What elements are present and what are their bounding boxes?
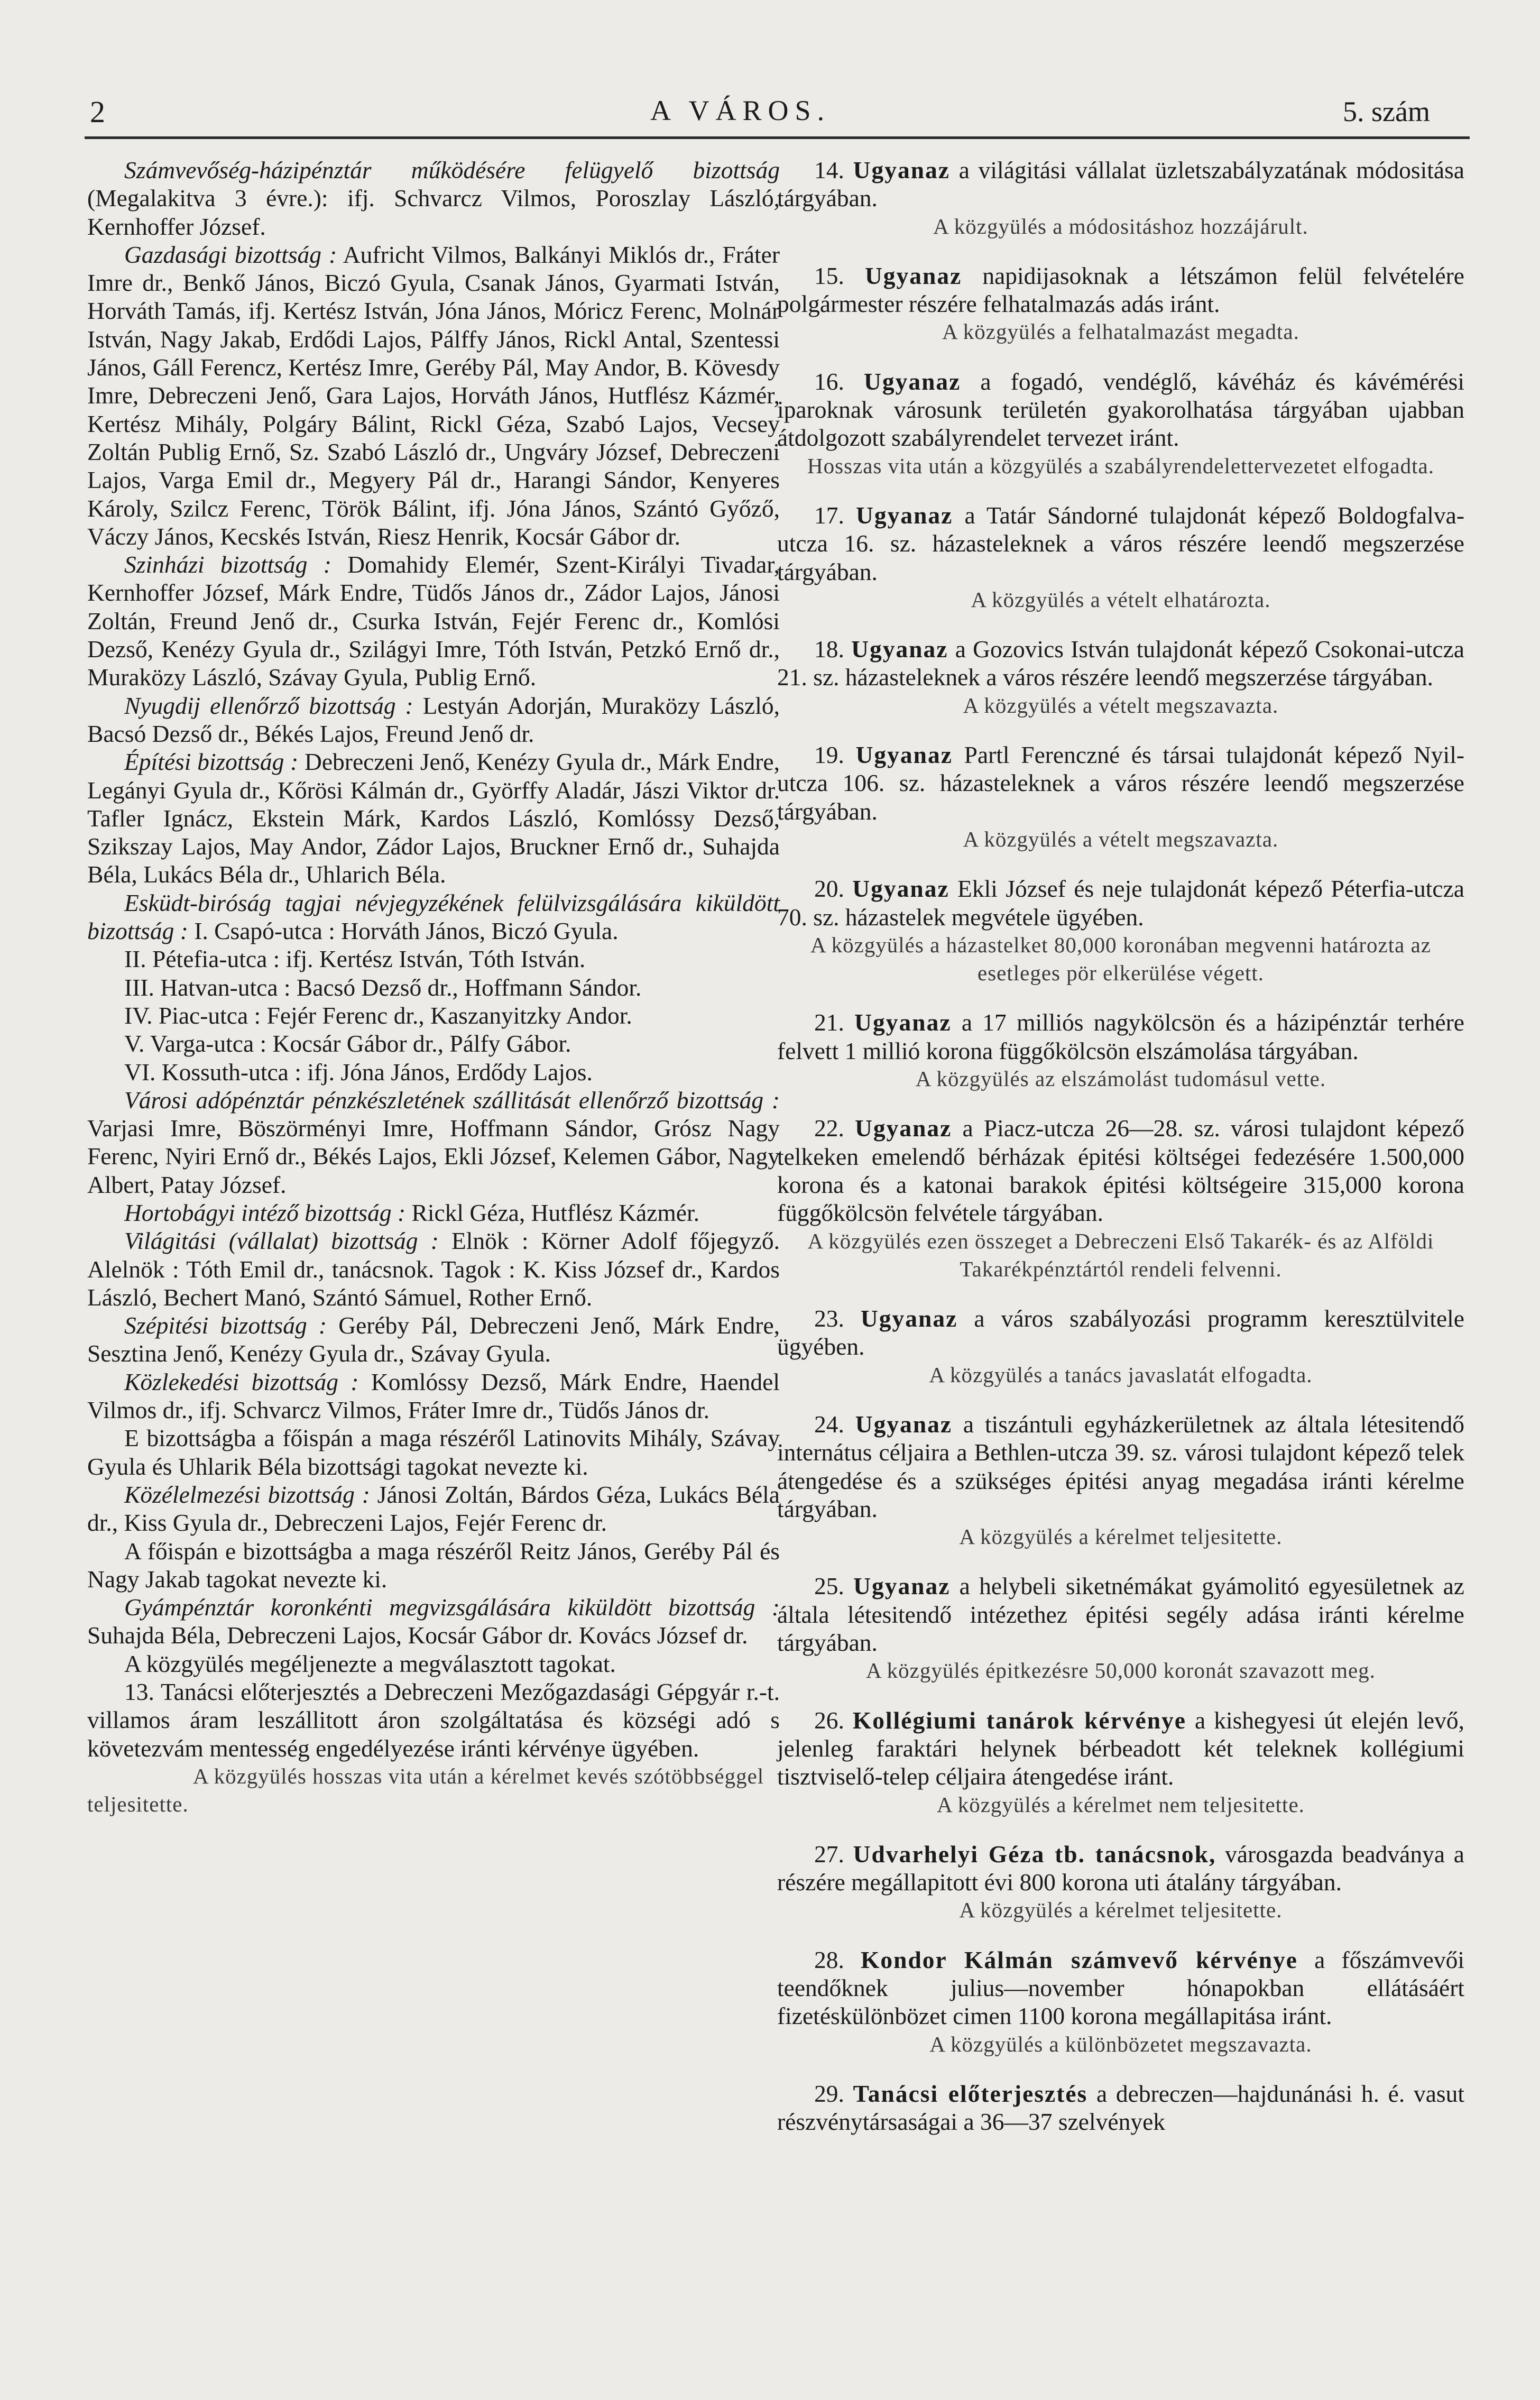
committee-name: Nyugdij ellenőrző bizottság : xyxy=(124,692,413,719)
agenda-text: a Piacz-utcza 26—28. sz. városi tulajdont képező telkeken emelendő bérházak épitési költségei fedezésére 1.500,000 korona és a katonai barakok épitési költségeire 315,000 korona függőkölcsön felvétele tárgyában. xyxy=(777,1115,1464,1227)
agenda-number: 19. xyxy=(814,741,844,769)
left-paragraph xyxy=(87,1537,780,1594)
resolution: A közgyülés a kérelmet nem teljesitette. xyxy=(937,1792,1305,1817)
agenda-item xyxy=(777,1008,1464,1065)
agenda-text: a debreczen—hajdunánási h. é. vasut részvénytársaságai a 36—37 szelvények xyxy=(777,2080,1464,2136)
left-paragraph xyxy=(87,1001,780,1029)
page-header xyxy=(0,0,1540,148)
agenda-item xyxy=(777,367,1464,452)
page-number: 2 xyxy=(90,95,105,129)
agenda-heading: Ugyanaz xyxy=(854,1009,952,1036)
left-paragraph xyxy=(87,748,780,888)
committee-name: Gyámpénztár koronkénti megvizsgálására kiküldött bizottság : xyxy=(124,1594,780,1621)
agenda-text: a tiszántuli egyházkerületnek az általa létesitendő internátus céljaira a Bethlen-utcza 39. sz. városi tulajdont képező telek átengedése és a szükséges épitési anyag megadása iránti kérelme tárgyában. xyxy=(777,1410,1464,1522)
paragraph-text: Varjasi Imre, Böszörményi Imre, Hoffmann Sándor, Grósz Nagy Ferenc, Nyiri Ernő dr., Békés Lajos, Ekli József, Kelemen Gábor, Nagy Albert, Patay József. xyxy=(87,1115,780,1198)
committee-name: Hortobágyi intéző bizottság : xyxy=(124,1199,406,1226)
agenda-text: a főszámvevői teendőknek julius—november hónapokban ellátásáért fizetéskülönbözet cimen 1100 korona megállapitása iránt. xyxy=(777,1946,1464,2030)
committee-name: Építési bizottság : xyxy=(124,748,299,776)
agenda-number: 20. xyxy=(814,875,844,903)
paragraph-text: I. Csapó-utca : Horváth János, Biczó Gyula. xyxy=(188,917,619,945)
committee-name: Esküdt-biróság tagjai névjegyzékének felülvizsgálására kiküldött bizottság : xyxy=(87,889,780,945)
right-column xyxy=(777,156,1464,2136)
committee-name: Szinházi bizottság : xyxy=(124,551,331,578)
left-paragraph xyxy=(87,1481,780,1537)
agenda-heading: Ugyanaz xyxy=(853,1573,951,1600)
resolution: A közgyülés a vételt elhatározta. xyxy=(971,587,1271,612)
resolution: A közgyülés a vételt megszavazta. xyxy=(963,693,1279,718)
left-paragraph xyxy=(87,973,780,1001)
agenda-number: 23. xyxy=(814,1305,844,1332)
agenda-text: a világitási vállalat üzletszabályzatának módositása tárgyában. xyxy=(777,157,1465,212)
resolution: A közgyülés a különbözetet megszavazta. xyxy=(929,2031,1312,2056)
agenda-item xyxy=(777,262,1464,318)
left-paragraph xyxy=(87,1199,780,1227)
left-paragraph xyxy=(87,1678,780,1762)
agenda-heading: Ugyanaz xyxy=(855,1115,952,1142)
header-rule xyxy=(85,136,1470,139)
paragraph-text: Geréby Pál, Debreczeni Jenő, Márk Endre, Sesztina Jenő, Kenézy Gyula dr., Szávay Gyula. xyxy=(87,1312,780,1367)
left-paragraph xyxy=(87,1086,780,1199)
agenda-item xyxy=(777,1840,1464,1897)
agenda-text: a Gozovics István tulajdonát képező Csokonai-utcza 21. sz. házasteleknek a város részére leendő megszerzése tárgyában. xyxy=(777,636,1464,691)
committee-name: Gazdasági bizottság : xyxy=(124,241,337,268)
left-paragraph xyxy=(87,1424,780,1481)
agenda-heading: Tanácsi előterjesztés xyxy=(853,2080,1088,2107)
agenda-number: 14. xyxy=(814,157,844,183)
left-paragraph xyxy=(87,156,780,241)
resolution: A közgyülés a kérelmet teljesitette. xyxy=(959,1898,1283,1923)
agenda-heading: Ugyanaz xyxy=(852,875,949,903)
resolution: Hosszas vita után a közgyülés a szabályrendelettervezetet elfogadta. xyxy=(807,453,1434,478)
paragraph-text: VI. Kossuth-utca : ifj. Jóna János, Erdődy Lajos. xyxy=(124,1058,593,1086)
paragraph-text: A közgyülés megéljenezte a megválasztott tagokat. xyxy=(124,1650,616,1677)
agenda-text: Ekli József és neje tulajdonát képező Péterfia-utcza 70. sz. házastelek megvétele ügyében. xyxy=(777,875,1464,931)
agenda-number: 17. xyxy=(814,501,844,529)
left-paragraph xyxy=(87,1058,780,1086)
paragraph-text: Suhajda Béla, Debreczeni Lajos, Kocsár Gábor dr. Kovács József dr. xyxy=(87,1622,748,1649)
agenda-item xyxy=(777,1410,1464,1523)
committee-name: Számvevőség-házipénztár működésére felügyelő bizottság xyxy=(124,157,780,183)
paragraph-text: Komlóssy Dezső, Márk Endre, Haendel Vilmos dr., ifj. Schvarcz Vilmos, Fráter Imre dr., Tüdős János dr. xyxy=(87,1368,780,1424)
agenda-number: 27. xyxy=(814,1840,844,1868)
agenda-heading: Ugyanaz xyxy=(860,1305,958,1332)
agenda-item xyxy=(777,501,1464,586)
agenda-number: 29. xyxy=(814,2080,844,2107)
agenda-item xyxy=(777,741,1464,825)
paragraph-text: Elnök : Körner Adolf főjegyző. Alelnök : Tóth Emil dr., tanácsnok. Tagok : K. Kiss József dr., Kardos László, Bechert Manó, Szántó Sámuel, Rother Ernő. xyxy=(87,1227,780,1311)
agenda-item xyxy=(777,2080,1464,2136)
resolution: A közgyülés a felhatalmazást megadta. xyxy=(942,319,1299,344)
resolution: A közgyülés az elszámolást tudomásul vette. xyxy=(915,1066,1326,1091)
left-paragraph xyxy=(87,1029,780,1058)
left-paragraph xyxy=(87,945,780,973)
agenda-heading: Ugyanaz xyxy=(855,1410,953,1438)
agenda-heading: Ugyanaz xyxy=(863,367,961,395)
paragraph-text: Debreczeni Jenő, Kenézy Gyula dr., Márk Endre, Legányi Gyula dr., Kőrösi Kálmán dr., Györffy Aladár, Jászi Viktor dr. Tafler Ignácz, Ekstein Márk, Kardos László, Komlóssy Dezső, Szikszay Lajos, May Andor, Zádor Lajos, Bruckner Ernő dr., Suhajda Béla, Lukács Béla dr., Uhlarich Béla. xyxy=(87,748,780,888)
paragraph-text: Aufricht Vilmos, Balkányi Miklós dr., Fráter Imre dr., Benkő János, Biczó Gyula, Csanak János, Gyarmati István, Horváth Tamás, ifj. Kertész István, Jóna János, Móricz Ferenc, Molnár István, Nagy Jakab, Erdődi Lajos, Pálffy János, Rickl Antal, Szentessi János, Gáll Ferencz, Kertész Imre, Geréby Pál, May Andor, B. Kövesdy Imre, Debreczeni Jenő, Gara Lajos, Horváth János, Hutflész Kázmér, Kertész Mihály, Polgáry Bálint, Rickl Géza, Szabó Lajos, Vecsey Zoltán Publig Ernő, Sz. Szabó László dr., Ungváry József, Debreczeni Lajos, Varga Emil dr., Megyery Pál dr., Harangi Sándor, Kenyeres Károly, Szilcz Ferenc, Török Bálint, ifj. Jóna János, Szántó Győző, Váczy János, Kecskés István, Riesz Henrik, Kocsár Gábor dr. xyxy=(87,241,780,550)
left-paragraph xyxy=(87,1368,780,1424)
agenda-heading: Ugyanaz xyxy=(856,501,953,529)
left-paragraph xyxy=(87,241,780,550)
left-paragraph xyxy=(87,1311,780,1368)
paragraph-text: A főispán e bizottságba a maga részéről Reitz János, Geréby Pál és Nagy Jakab tagokat nevezte ki. xyxy=(87,1537,780,1593)
committee-name: Szépitési bizottság : xyxy=(124,1312,327,1339)
left-paragraph xyxy=(87,550,780,691)
agenda-item xyxy=(777,875,1464,931)
agenda-item xyxy=(777,1706,1464,1791)
agenda-number: 22. xyxy=(814,1115,844,1142)
resolution: A közgyülés a módositáshoz hozzájárult. xyxy=(933,214,1308,238)
resolution: A közgyülés ezen összeget a Debreczeni Első Takarék- és az Alföldi Takarékpénztártól rendeli felvenni. xyxy=(807,1228,1434,1281)
agenda-number: 25. xyxy=(814,1573,844,1600)
agenda-text: a fogadó, vendéglő, kávéház és kávémérési iparoknak városunk területén gyakorolhatása tárgyában ujabban átdolgozott szabályrendelet tervezet iránt. xyxy=(777,367,1465,452)
paragraph-text: E bizottságba a főispán a maga részéről Latinovits Mihály, Szávay Gyula és Uhlarik Béla bizottsági tagokat nevezte ki. xyxy=(87,1424,780,1480)
committee-name: Közélelmezési bizottság : xyxy=(124,1481,370,1508)
left-paragraph xyxy=(87,1650,780,1678)
agenda-item xyxy=(777,635,1464,692)
resolution: A közgyülés a kérelmet teljesitette. xyxy=(959,1524,1283,1549)
agenda-number: 24. xyxy=(814,1410,844,1438)
committee-name: Közlekedési bizottság : xyxy=(124,1368,359,1395)
committee-name: Világitási (vállalat) bizottság : xyxy=(124,1227,439,1255)
agenda-heading: Ugyanaz xyxy=(855,741,953,769)
agenda-item xyxy=(777,1572,1464,1657)
agenda-number: 28. xyxy=(814,1946,844,1973)
agenda-heading: Ugyanaz xyxy=(851,636,948,663)
agenda-heading: Ugyanaz xyxy=(853,157,950,183)
paragraph-text: (Megalakitva 3 évre.): ifj. Schvarcz Vilmos, Poroszlay László, Kernhoffer József. xyxy=(87,185,780,240)
left-paragraph xyxy=(87,1593,780,1650)
paragraph-text: Rickl Géza, Hutflész Kázmér. xyxy=(405,1199,699,1226)
issue-number: 5. szám xyxy=(1343,96,1430,127)
paragraph-text: IV. Piac-utca : Fejér Ferenc dr., Kaszanyitzky Andor. xyxy=(124,1001,632,1029)
paragraph-text: III. Hatvan-utca : Bacsó Dezső dr., Hoffmann Sándor. xyxy=(124,973,642,1001)
running-title: A VÁROS. xyxy=(650,95,831,126)
agenda-text: a Tatár Sándorné tulajdonát képező Boldogfalva-utcza 16. sz. házasteleknek a város részére leendő megszerzése tárgyában. xyxy=(777,501,1464,585)
agenda-item xyxy=(777,1304,1464,1361)
agenda-number: 16. xyxy=(814,367,844,395)
resolution: A közgyülés hosszas vita után a kérelmet kevés szótöbbséggel teljesitette. xyxy=(87,1763,764,1817)
agenda-number: 15. xyxy=(814,262,844,289)
paragraph-text: 13. Tanácsi előterjesztés a Debreczeni Mezőgazdasági Gépgyár r.-t. villamos áram leszállitott áron szolgáltatása és községi adó s követezvám mentesség engedélyezése iránti kérvénye ügyében. xyxy=(87,1678,780,1762)
paragraph-text: V. Varga-utca : Kocsár Gábor dr., Pálfy Gábor. xyxy=(124,1030,571,1058)
agenda-number: 21. xyxy=(814,1009,844,1036)
committee-name: Városi adópénztár pénzkészletének szállitását ellenőrző bizottság : xyxy=(124,1086,780,1114)
agenda-item xyxy=(777,1114,1464,1227)
left-column xyxy=(87,156,780,1840)
agenda-text: városgazda beadványa a részére megállapitott évi 800 korona uti átalány tárgyában. xyxy=(777,1840,1465,1896)
agenda-heading: Ugyanaz xyxy=(864,262,962,289)
paragraph-text: Jánosi Zoltán, Bárdos Géza, Lukács Béla dr., Kiss Gyula dr., Debreczeni Lajos, Fejér Ferenc dr. xyxy=(87,1481,780,1537)
resolution: A közgyülés a tanács javaslatát elfogadta. xyxy=(929,1362,1313,1387)
agenda-text: a város szabályozási programm keresztülvitele ügyében. xyxy=(777,1305,1464,1360)
resolution: A közgyülés a vételt megszavazta. xyxy=(963,826,1279,851)
resolution: A közgyülés épitkezésre 50,000 koronát szavazott meg. xyxy=(866,1658,1376,1683)
agenda-number: 18. xyxy=(814,636,844,663)
agenda-heading: Kondor Kálmán számvevő kérvénye xyxy=(861,1946,1298,1973)
agenda-text: napidijasoknak a létszámon felül felvételére polgármester részére felhatalmazás adás iránt. xyxy=(777,262,1465,318)
agenda-text: a 17 milliós nagykölcsön és a házipénztár terhére felvett 1 millió korona függőkölcsön elszámolása tárgyában. xyxy=(777,1009,1464,1064)
left-paragraph xyxy=(87,1227,780,1311)
agenda-number: 26. xyxy=(814,1706,844,1734)
left-paragraph xyxy=(87,692,780,748)
left-paragraph xyxy=(87,889,780,945)
resolution: A közgyülés a házastelket 80,000 koronában megvenni határozta az esetleges pör elkerülése végett. xyxy=(810,932,1431,986)
agenda-text: Partl Ferenczné és társai tulajdonát képező Nyil-utcza 106. sz. házasteleknek a város részére leendő megszerzése tárgyában. xyxy=(777,741,1464,825)
agenda-heading: Udvarhelyi Géza tb. tanácsnok, xyxy=(853,1840,1216,1868)
agenda-heading: Kollégiumi tanárok kérvénye xyxy=(852,1706,1187,1734)
agenda-text: a kishegyesi út elején levő, jelenleg faraktári helynek bérbeadott két teleknek kollégiumi tisztviselő-telep céljaira átengedése iránt. xyxy=(777,1706,1464,1790)
agenda-text: a helybeli siketnémákat gyámolitó egyesületnek az általa létesitendő intézethez épitési segély adása iránti kérelme tárgyában. xyxy=(777,1573,1464,1657)
paragraph-text: Lestyán Adorján, Muraközy László, Bacsó Dezső dr., Békés Lajos, Freund Jenő dr. xyxy=(87,692,780,747)
agenda-item xyxy=(777,1946,1464,2030)
paragraph-text: Domahidy Elemér, Szent-Királyi Tivadar, Kernhoffer József, Márk Endre, Tüdős János dr., Zádor Lajos, Jánosi Zoltán, Freund Jenő dr., Csurka István, Fejér Ferenc dr., Komlósi Dezső, Kenézy Gyula dr., Szilágyi Imre, Tóth István, Petzkó Ernő dr., Muraközy László, Szávay Gyula, Publig Ernő. xyxy=(87,551,780,691)
paragraph-text: II. Pétefia-utca : ifj. Kertész István, Tóth István. xyxy=(124,945,586,973)
agenda-item xyxy=(777,156,1464,213)
